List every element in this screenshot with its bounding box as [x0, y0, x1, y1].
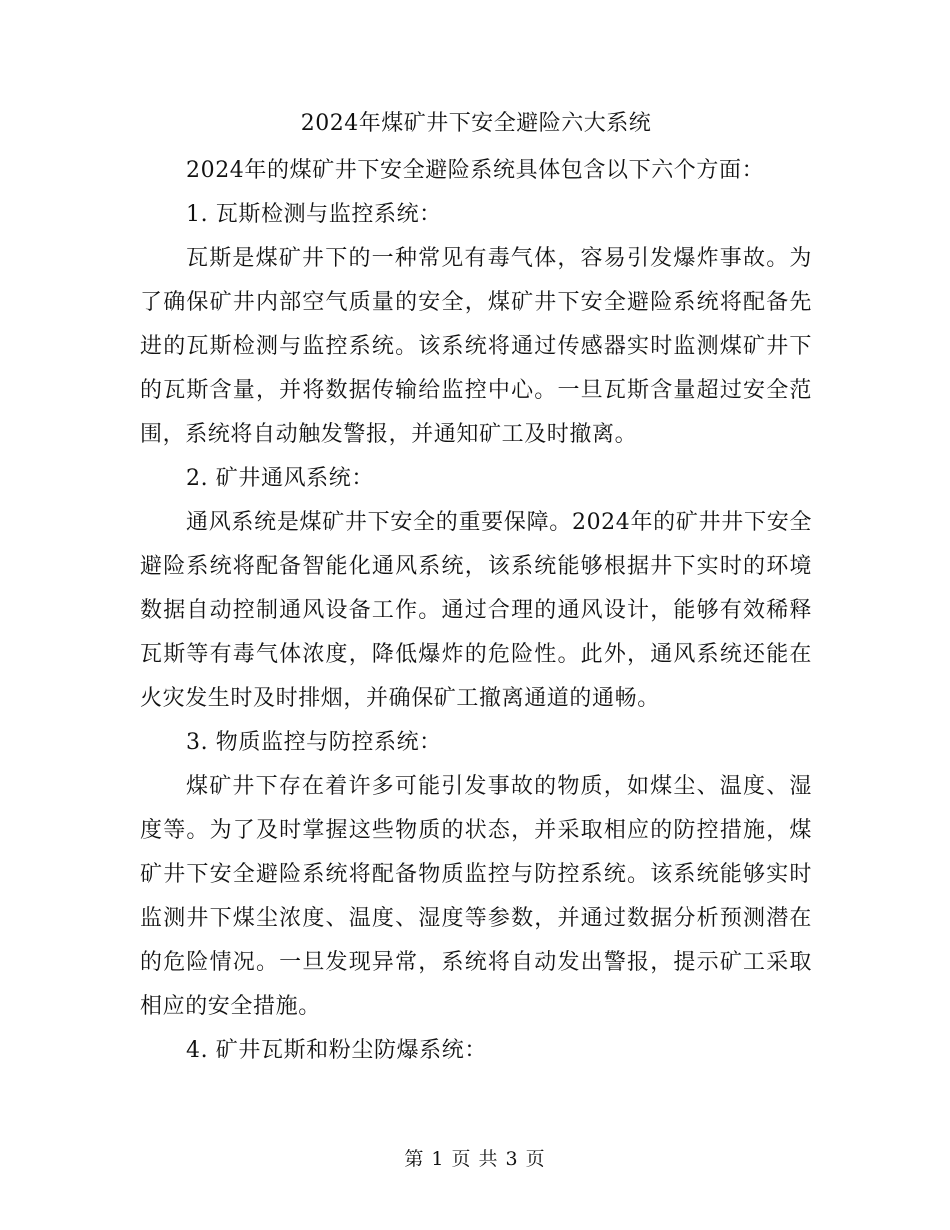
section-body-2: 通风系统是煤矿井下安全的重要保障。2024年的矿井井下安全避险系统将配备智能化通风系统，该系统能够根据井下实时的环境数据自动控制通风设备工作。通过合理的通风设计，能够有效稀释瓦斯等有毒气体浓度，降低爆炸的危险性。此外，通风系统还能在火灾发生时及时排烟，并确保矿工撤离通道的通畅。	[140, 510, 812, 711]
document-body	[140, 103, 812, 1073]
page-footer: 第 1 页 共 3 页	[404, 1148, 546, 1170]
section-body-1: 瓦斯是煤矿井下的一种常见有毒气体，容易引发爆炸事故。为了确保矿井内部空气质量的安全，煤矿井下安全避险系统将配备先进的瓦斯检测与监控系统。该系统将通过传感器实时监测煤矿井下的瓦斯含量，并将数据传输给监控中心。一旦瓦斯含量超过安全范围，系统将自动触发警报，并通知矿工及时撤离。	[140, 246, 812, 447]
section-heading-3: 3. 物质监控与防控系统：	[186, 730, 442, 755]
section-heading-4: 4. 矿井瓦斯和粉尘防爆系统：	[186, 1038, 487, 1063]
document-title: 2024年煤矿井下安全避险六大系统	[300, 111, 652, 136]
section-body-3: 煤矿井下存在着许多可能引发事故的物质，如煤尘、温度、湿度等。为了及时掌握这些物质的状态，并采取相应的防控措施，煤矿井下安全避险系统将配备物质监控与防控系统。该系统能够实时监测井下煤尘浓度、温度、湿度等参数，并通过数据分析预测潜在的危险情况。一旦发现异常，系统将自动发出警报，提示矿工采取相应的安全措施。	[140, 774, 812, 1019]
section-heading-2: 2. 矿井通风系统：	[186, 466, 374, 491]
intro-paragraph: 2024年的煤矿井下安全避险系统具体包含以下六个方面：	[186, 158, 765, 183]
section-heading-1: 1. 瓦斯检测与监控系统：	[186, 202, 442, 227]
